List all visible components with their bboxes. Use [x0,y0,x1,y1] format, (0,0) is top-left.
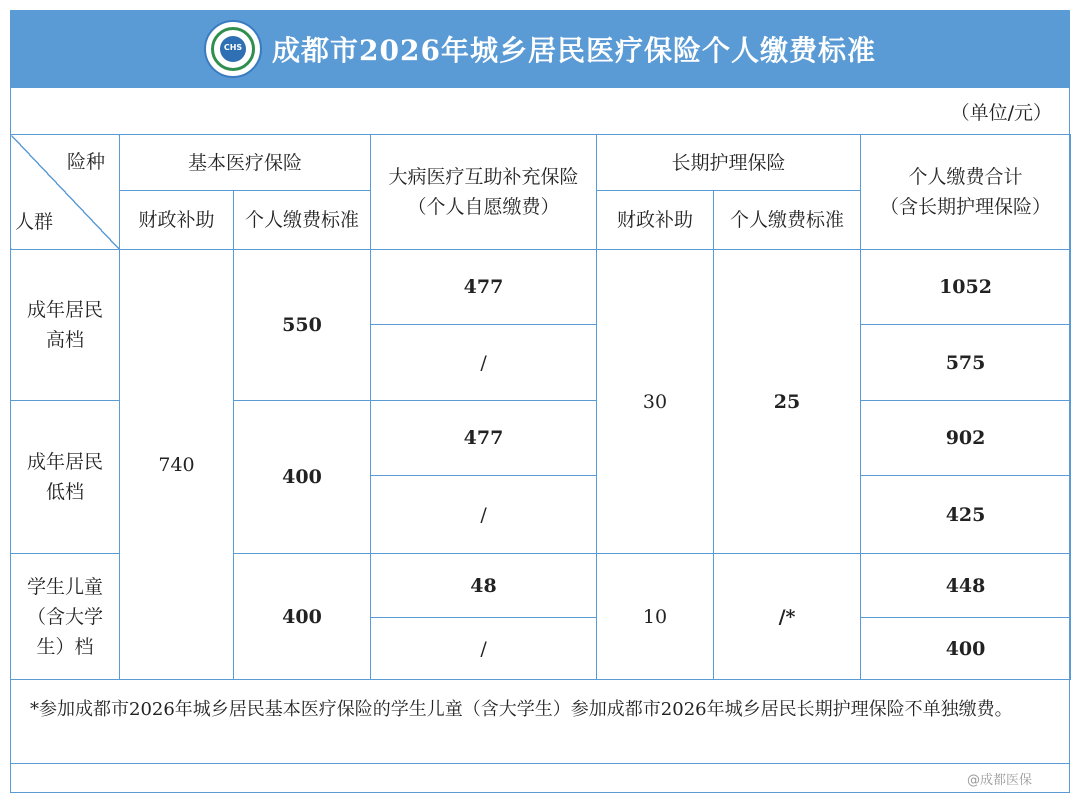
basic-personal-student: 400 [234,554,371,680]
watermark: @成都医保 [966,773,1032,788]
critical-adult-high-yes: 477 [371,250,597,325]
group-label-student: 学生儿童 （含大学 生）档 [11,554,120,680]
critical-student-yes: 48 [371,554,597,618]
group-label-adult-low: 成年居民 低档 [11,401,120,554]
healthcare-security-logo [204,20,262,78]
ltc-fiscal-adult: 30 [597,250,714,554]
total-adult-high-yes: 1052 [861,250,1071,325]
ltc-personal-student: /* [714,554,861,680]
header-long-term-care: 长期护理保险 [597,135,861,191]
header-ltc-fiscal: 财政补助 [597,191,714,250]
critical-student-no: / [371,618,597,680]
page-title: 成都市2026年城乡居民医疗保险个人缴费标准 [272,34,876,67]
header-critical-illness: 大病医疗互助补充保险 （个人自愿缴费） [371,135,597,250]
total-adult-low-yes: 902 [861,401,1071,476]
title-bar [10,10,1070,88]
contribution-table [10,134,1071,680]
total-adult-high-no: 575 [861,325,1071,401]
header-insurance-type: 险种 [66,151,105,173]
header-ltc-personal: 个人缴费标准 [714,191,861,250]
basic-fiscal-subsidy: 740 [120,250,234,680]
header-basic-fiscal: 财政补助 [120,191,234,250]
group-label-adult-high: 成年居民 高档 [11,250,120,401]
logo-mark: CHS [223,43,243,52]
basic-personal-adult-low: 400 [234,401,371,554]
total-student-yes: 448 [861,554,1071,618]
basic-personal-adult-high: 550 [234,250,371,401]
header-population: 人群 [15,211,54,233]
header-basic-insurance: 基本医疗保险 [120,135,371,191]
unit-label: （单位/元） [950,102,1052,124]
header-diagonal-cell [11,135,120,250]
ltc-personal-adult: 25 [714,250,861,554]
total-adult-low-no: 425 [861,476,1071,554]
total-student-no: 400 [861,618,1071,680]
header-basic-personal: 个人缴费标准 [234,191,371,250]
header-total: 个人缴费合计 （含长期护理保险） [861,135,1071,250]
critical-adult-low-no: / [371,476,597,554]
footer-divider [10,763,1070,764]
critical-adult-high-no: / [371,325,597,401]
ltc-fiscal-student: 10 [597,554,714,680]
footnote: *参加成都市2026年城乡居民基本医疗保险的学生儿童（含大学生）参加成都市2026年城乡居民长期护理保险不单独缴费。 [30,699,1013,720]
critical-adult-low-yes: 477 [371,401,597,476]
